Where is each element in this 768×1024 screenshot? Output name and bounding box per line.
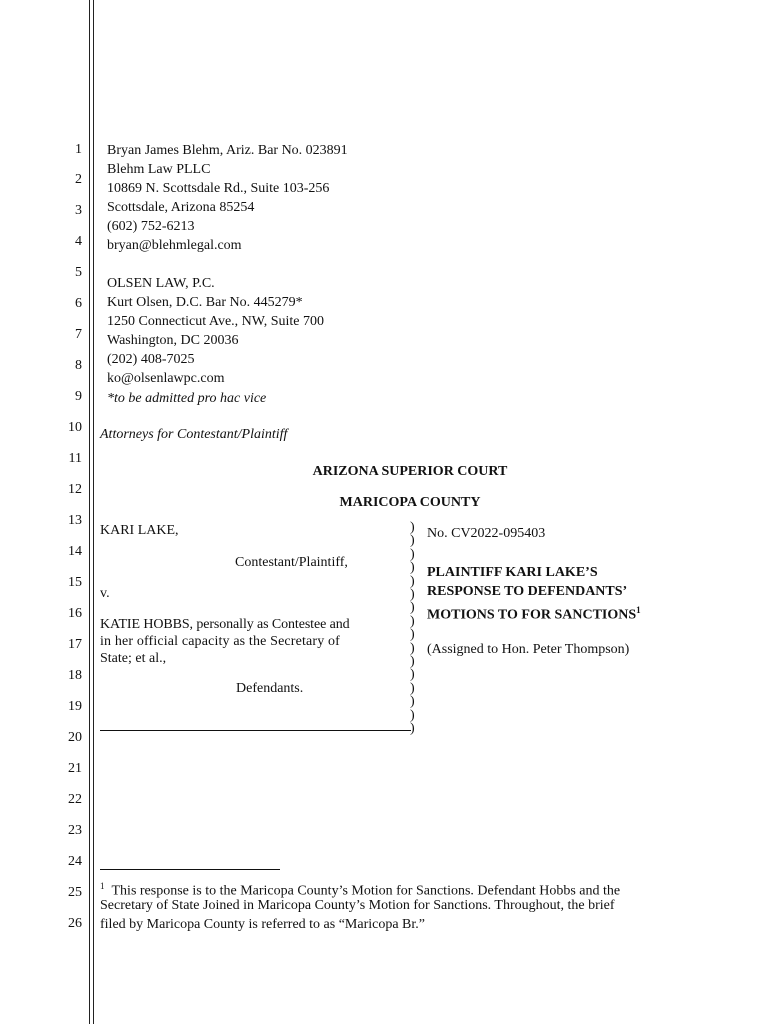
footnote-text: This response is to the Maricopa County’s Motion for Sanctions. Defendant Hobbs and the: [111, 883, 621, 899]
line-number: 1: [75, 142, 82, 157]
footnote-line: filed by Maricopa County is referred to as “Maricopa Br.”: [100, 917, 426, 932]
paren: ): [410, 721, 415, 737]
line-number: 20: [68, 730, 82, 745]
line-number: 4: [75, 234, 82, 249]
document-title-line: PLAINTIFF KARI LAKE’S: [427, 565, 598, 580]
counsel-line: (202) 408-7025: [107, 352, 195, 367]
plaintiff-role: Contestant/Plaintiff,: [235, 555, 348, 570]
paren: ): [410, 520, 415, 535]
paren: ): [410, 587, 415, 603]
counsel-line: bryan@blehmlegal.com: [107, 238, 242, 253]
left-margin-rule-inner: [93, 0, 94, 1024]
line-number: 17: [68, 637, 82, 652]
counsel-line: 10869 N. Scottsdale Rd., Suite 103-256: [107, 181, 330, 196]
line-number: 22: [68, 792, 82, 807]
line-number: 14: [68, 544, 82, 559]
line-number: 9: [75, 389, 82, 404]
attorneys-for: Attorneys for Contestant/Plaintiff: [100, 427, 288, 442]
paren: ): [410, 707, 415, 723]
line-number: 23: [68, 823, 82, 838]
line-number: 24: [68, 854, 82, 869]
counsel-line: Washington, DC 20036: [107, 333, 239, 348]
line-number: 21: [68, 761, 82, 776]
document-title-text: MOTIONS TO FOR SANCTIONS: [427, 607, 637, 623]
left-margin-rule-outer: [89, 0, 90, 1024]
footnote-separator: [100, 869, 280, 870]
paren: ): [410, 627, 415, 643]
line-number: 12: [68, 482, 82, 497]
defendant-line: KATIE HOBBS, personally as Contestee and: [100, 617, 350, 632]
footnote-marker: 1: [100, 881, 105, 891]
paren: ): [410, 613, 415, 629]
line-number: 7: [75, 327, 82, 342]
line-number: 6: [75, 296, 82, 311]
counsel-line: ko@olsenlawpc.com: [107, 371, 225, 386]
line-number: 11: [68, 451, 82, 466]
document-title-line: [427, 601, 641, 625]
line-number: 5: [75, 265, 82, 280]
paren: ): [410, 533, 415, 549]
counsel-line: Scottsdale, Arizona 85254: [107, 200, 255, 215]
court-name: ARIZONA SUPERIOR COURT: [312, 464, 508, 479]
defendant-line: State; et al.,: [100, 651, 167, 666]
line-number: 2: [75, 172, 82, 187]
caption-underline: [100, 730, 411, 731]
line-number: 13: [68, 513, 82, 528]
paren: ): [410, 573, 415, 589]
defendant-role: Defendants.: [236, 681, 304, 696]
line-number: 16: [68, 606, 82, 621]
line-number: 25: [68, 885, 82, 900]
line-number: 15: [68, 575, 82, 590]
assigned-judge: (Assigned to Hon. Peter Thompson): [427, 642, 630, 657]
line-number: 3: [75, 203, 82, 218]
counsel-line: (602) 752-6213: [107, 219, 195, 234]
counsel-line: Bryan James Blehm, Ariz. Bar No. 023891: [107, 143, 348, 158]
line-number: 18: [68, 668, 82, 683]
counsel-line: Kurt Olsen, D.C. Bar No. 445279*: [107, 295, 303, 310]
line-number: 26: [68, 916, 82, 931]
footnote-line: Secretary of State Joined in Maricopa County’s Motion for Sanctions. Throughout, the brief: [100, 898, 615, 913]
line-number: 10: [68, 420, 82, 435]
paren: ): [410, 640, 415, 656]
paren: ): [410, 600, 415, 616]
line-number: 19: [68, 699, 82, 714]
court-county: MARICOPA COUNTY: [339, 495, 481, 510]
paren: ): [410, 546, 415, 562]
pro-hac-vice-note: *to be admitted pro hac vice: [107, 391, 267, 406]
paren: ): [410, 560, 415, 576]
defendant-line: in her official capacity as the Secretary of: [100, 634, 340, 649]
line-number: 8: [75, 358, 82, 373]
paren: ): [410, 694, 415, 710]
versus: v.: [100, 586, 110, 601]
footnote-reference[interactable]: 1: [636, 605, 641, 615]
document-title-line: RESPONSE TO DEFENDANTS’: [427, 584, 628, 599]
counsel-line: OLSEN LAW, P.C.: [107, 276, 215, 291]
plaintiff-name: KARI LAKE,: [100, 523, 179, 538]
case-number: No. CV2022-095403: [427, 526, 546, 541]
counsel-line: 1250 Connecticut Ave., NW, Suite 700: [107, 314, 324, 329]
paren: ): [410, 654, 415, 670]
paren: ): [410, 680, 415, 696]
caption-parenthesis-column: [410, 521, 420, 736]
counsel-line: Blehm Law PLLC: [107, 162, 211, 177]
paren: ): [410, 667, 415, 683]
